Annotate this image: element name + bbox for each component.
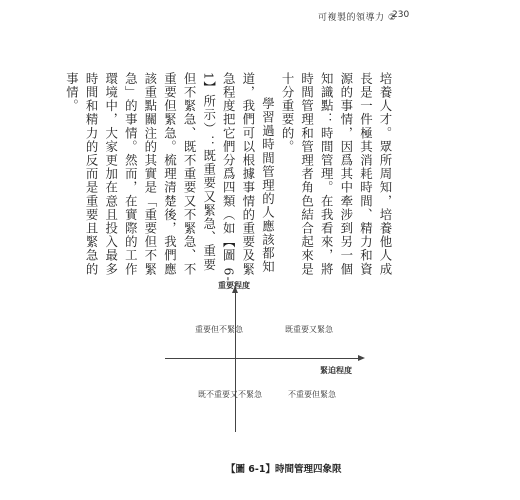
paragraph-1: 培養人才。眾所周知，培養他人成長是一件極其消耗時間、精力和資源的事情，因爲其中牽涉到另一個知識點：時間管理。在我看來，將時間管理和管理者角色結合起來是十分重要的。 bbox=[280, 72, 393, 276]
body-text bbox=[62, 72, 395, 282]
page-number: 230 bbox=[392, 10, 410, 20]
quadrant-bottom-left: 既不重要又不緊急 bbox=[198, 390, 262, 399]
figure-caption: 【圖 6-1】時間管理四象限 bbox=[226, 464, 342, 475]
quadrant-bottom-right: 不重要但緊急 bbox=[288, 390, 336, 399]
y-axis-label: 重要程度 bbox=[218, 281, 250, 290]
arrow-right-icon bbox=[358, 355, 365, 361]
x-axis-label: 緊迫程度 bbox=[320, 366, 352, 375]
quadrant-top-right: 既重要又緊急 bbox=[285, 325, 333, 334]
quadrant-figure bbox=[140, 272, 390, 447]
horizontal-axis bbox=[165, 358, 360, 359]
running-head: 可複製的領導力 ② bbox=[318, 13, 397, 23]
quadrant-top-left: 重要但不緊急 bbox=[195, 325, 243, 334]
paragraph-2: 學習過時間管理的人應該都知道，我們可以根據事情的重要及緊急程度把它們分爲四類（如【圖 6-1】所示）：既重要又緊急、重要但不緊急、既不重要又不緊急、不重要但緊急。梳理清楚後，我們應該重點關注的其實是「重要但不緊急」的事情。然而，在實際的工作環境中，大家更加在意且投入最多時間和精力的反而是重要且緊急的事情。 bbox=[64, 72, 276, 283]
vertical-axis bbox=[235, 292, 236, 432]
